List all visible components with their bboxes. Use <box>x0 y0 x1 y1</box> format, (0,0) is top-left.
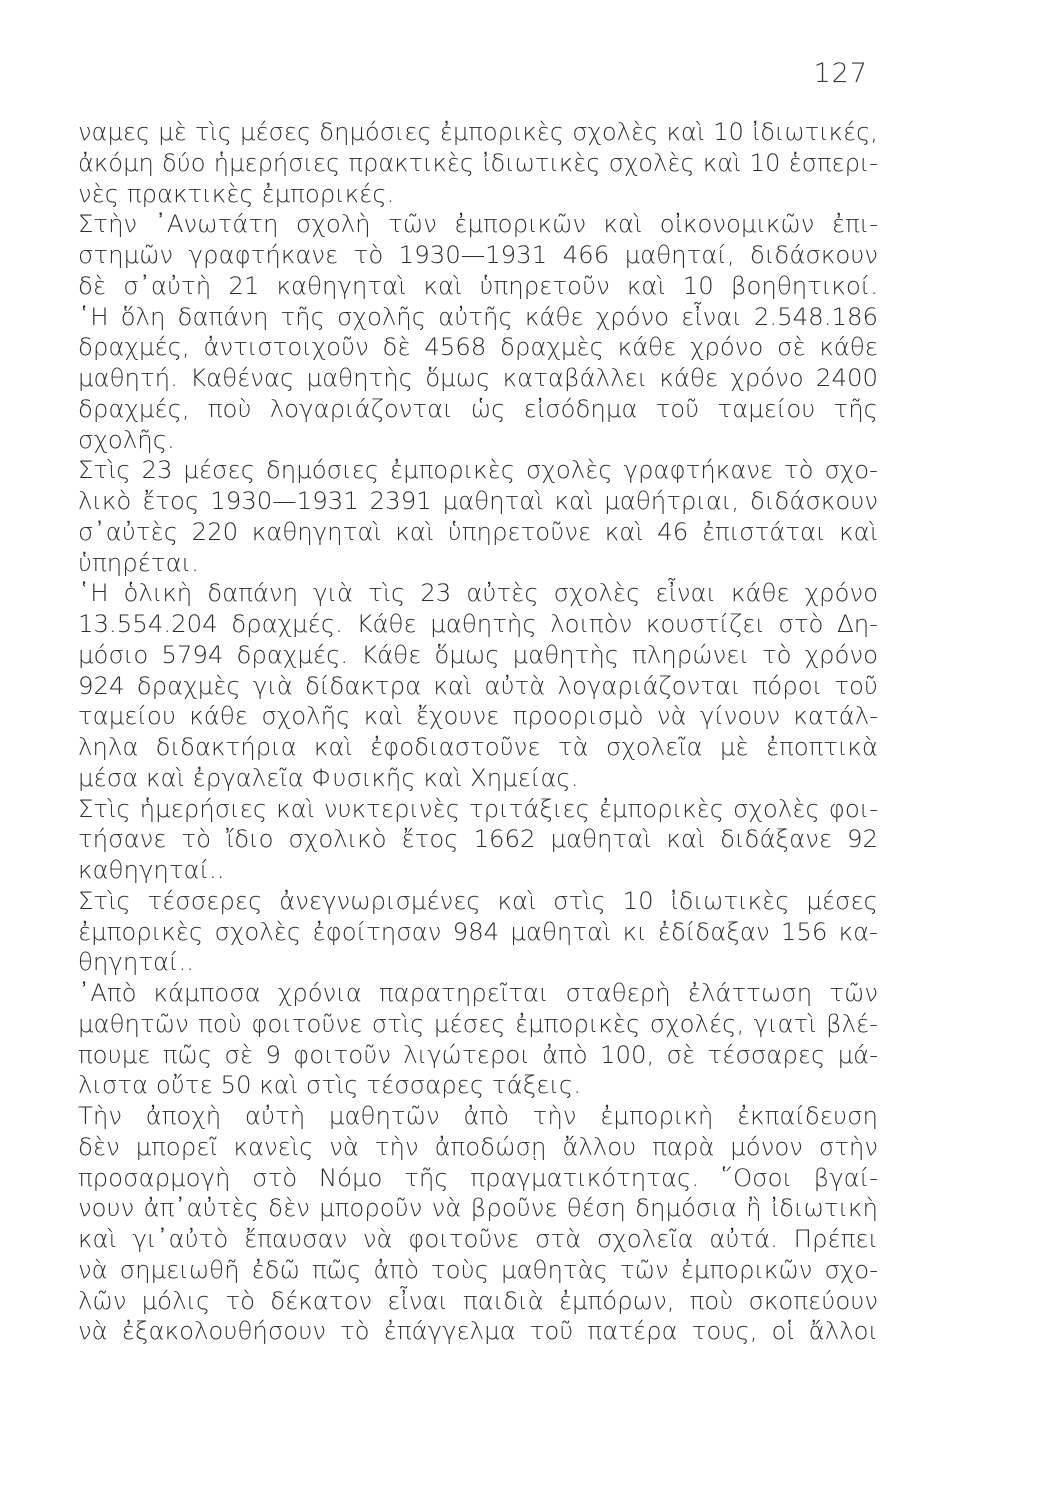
text-line: 924 δραχμὲς γιὰ δίδακτρα καὶ αὐτὰ λογαριάζονται πόροι τοῦ <box>78 670 878 700</box>
page-number: 127 <box>813 58 868 89</box>
text-line: ἀκόμη δύο ἡμερήσιες πρακτικὲς ἰδιωτικὲς σχολὲς καὶ 10 ἑσπερι- <box>78 148 878 177</box>
text-line: 13.554.204 δραχμές. Κάθε μαθητὴς λοιπὸν κουστίζει στὸ Δη- <box>78 609 878 638</box>
text-line: λιστα οὔτε 50 καὶ στὶς τέσσαρες τάξεις. <box>78 1070 581 1100</box>
text-line: προσαρμογὴ στὸ Νόμο τῆς πραγματικότητας. ῞Οσοι βγαί- <box>78 1162 878 1192</box>
text-line: δραχμές, ἀντιστοιχοῦν δὲ 4568 δραχμὲς κάθε χρόνο σὲ κάθε <box>78 332 878 362</box>
text-line: Στὴν ᾽Ανωτάτη σχολὴ τῶν ἐμπορικῶν καὶ οἰκονομικῶν ἐπι- <box>78 209 878 239</box>
text-line: δραχμές, ποὺ λογαριάζονται ὡς εἰσόδημα τοῦ ταμείου τῆς <box>78 393 878 423</box>
text-line: θηγηταί.. <box>78 947 194 977</box>
text-line: μόσιο 5794 δραχμές. Κάθε ὅμως μαθητὴς πληρώνει τὸ χρόνο <box>78 639 878 669</box>
text-line: δὲν μπορεῖ κανεὶς νὰ τὴν ἀποδώσῃ ἄλλου παρὰ μόνον στὴν <box>78 1131 878 1161</box>
text-line: λικὸ ἔτος 1930—1931 2391 μαθηταὶ καὶ μαθήτριαι, διδάσκουν <box>78 486 878 515</box>
text-line: νὰ ἐξακολουθήσουν τὸ ἐπάγγελμα τοῦ πατέρα τους, οἱ ἄλλοι <box>78 1316 878 1346</box>
text-line: πουμε πῶς σὲ 9 φοιτοῦν λιγώτεροι ἀπὸ 100, σὲ τέσσαρες μά- <box>78 1039 878 1069</box>
text-line: Στὶς τέσσερες ἀνεγνωρισμένες καὶ στὶς 10 ἰδιωτικὲς μέσες <box>78 885 878 915</box>
text-line: ῾Η ὅλη δαπάνη τῆς σχολῆς αὐτῆς κάθε χρόνο εἶναι 2.548.186 <box>78 301 878 331</box>
text-line: σχολῆς. <box>78 424 175 454</box>
text-line: ταμείου κάθε σχολῆς καὶ ἔχουνε προορισμὸ νὰ γίνουν κατάλ- <box>78 701 878 731</box>
body-text <box>78 117 878 1347</box>
text-line: τήσανε τὸ ἴδιο σχολικὸ ἔτος 1662 μαθηταὶ καὶ διδάξανε 92 <box>78 824 878 854</box>
text-line: νὲς πρακτικὲς ἐμπορικές. <box>78 178 395 208</box>
text-line: Στὶς ἡμερήσιες καὶ νυκτερινὲς τριτάξιες ἐμπορικὲς σχολὲς φοι- <box>78 793 878 823</box>
text-line: λῶν μόλις τὸ δέκατον εἶναι παιδιὰ ἐμπόρων, ποὺ σκοπεύουν <box>78 1285 878 1315</box>
text-line: καθηγηταί.. <box>78 855 225 884</box>
text-line: Τὴν ἀποχὴ αὐτὴ μαθητῶν ἀπὸ τὴν ἐμπορικὴ ἐκπαίδευση <box>78 1101 878 1130</box>
text-line: δὲ σ᾽αὐτὴ 21 καθηγηταὶ καὶ ὑπηρετοῦν καὶ 10 βοηθητικοί. <box>78 270 878 300</box>
text-line: νὰ σημειωθῆ ἐδῶ πῶς ἀπὸ τοὺς μαθητὰς τῶν ἐμπορικῶν σχο- <box>78 1254 878 1284</box>
text-line: στημῶν γραφτήκανε τὸ 1930—1931 466 μαθηταί, διδάσκουν <box>78 240 878 269</box>
text-line: ῾Η ὁλικὴ δαπάνη γιὰ τὶς 23 αὐτὲς σχολὲς εἶναι κάθε χρόνο <box>78 578 878 608</box>
text-line: μαθητή. Καθένας μαθητὴς ὅμως καταβάλλει κάθε χρόνο 2400 <box>78 363 878 392</box>
text-line: ὑπηρέται. <box>78 547 199 577</box>
text-line: ἐμπορικὲς σχολὲς ἐφοίτησαν 984 μαθηταὶ κι ἐδίδαξαν 156 κα- <box>78 916 878 946</box>
text-line: ᾽Απὸ κάμποσα χρόνια παρατηρεῖται σταθερὴ ἐλάττωση τῶν <box>78 978 878 1007</box>
text-line: καὶ γι᾽αὐτὸ ἔπαυσαν νὰ φοιτοῦνε στὰ σχολεῖα αὐτά. Πρέπει <box>78 1224 878 1253</box>
text-line: ναμες μὲ τὶς μέσες δημόσιες ἐμπορικὲς σχολὲς καὶ 10 ἰδιωτικές, <box>78 118 878 146</box>
text-line: μαθητῶν ποὺ φοιτοῦνε στὶς μέσες ἐμπορικὲς σχολές, γιατὶ βλέ- <box>78 1008 878 1038</box>
text-line: Στὶς 23 μέσες δημόσιες ἐμπορικὲς σχολὲς γραφτήκανε τὸ σχο- <box>78 455 878 485</box>
text-line: μέσα καὶ ἐργαλεῖα Φυσικῆς καὶ Χημείας. <box>78 762 579 792</box>
text-line: σ᾽αὐτὲς 220 καθηγηταὶ καὶ ὑπηρετοῦνε καὶ 46 ἐπιστάται καὶ <box>78 516 878 546</box>
text-line: ληλα διδακτήρια καὶ ἐφοδιαστοῦνε τὰ σχολεῖα μὲ ἐποπτικὰ <box>78 732 878 761</box>
text-line: νουν ἀπ᾽αὐτὲς δὲν μποροῦν νὰ βροῦνε θέση δημόσια ἢ ἰδιωτικὴ <box>78 1193 878 1223</box>
